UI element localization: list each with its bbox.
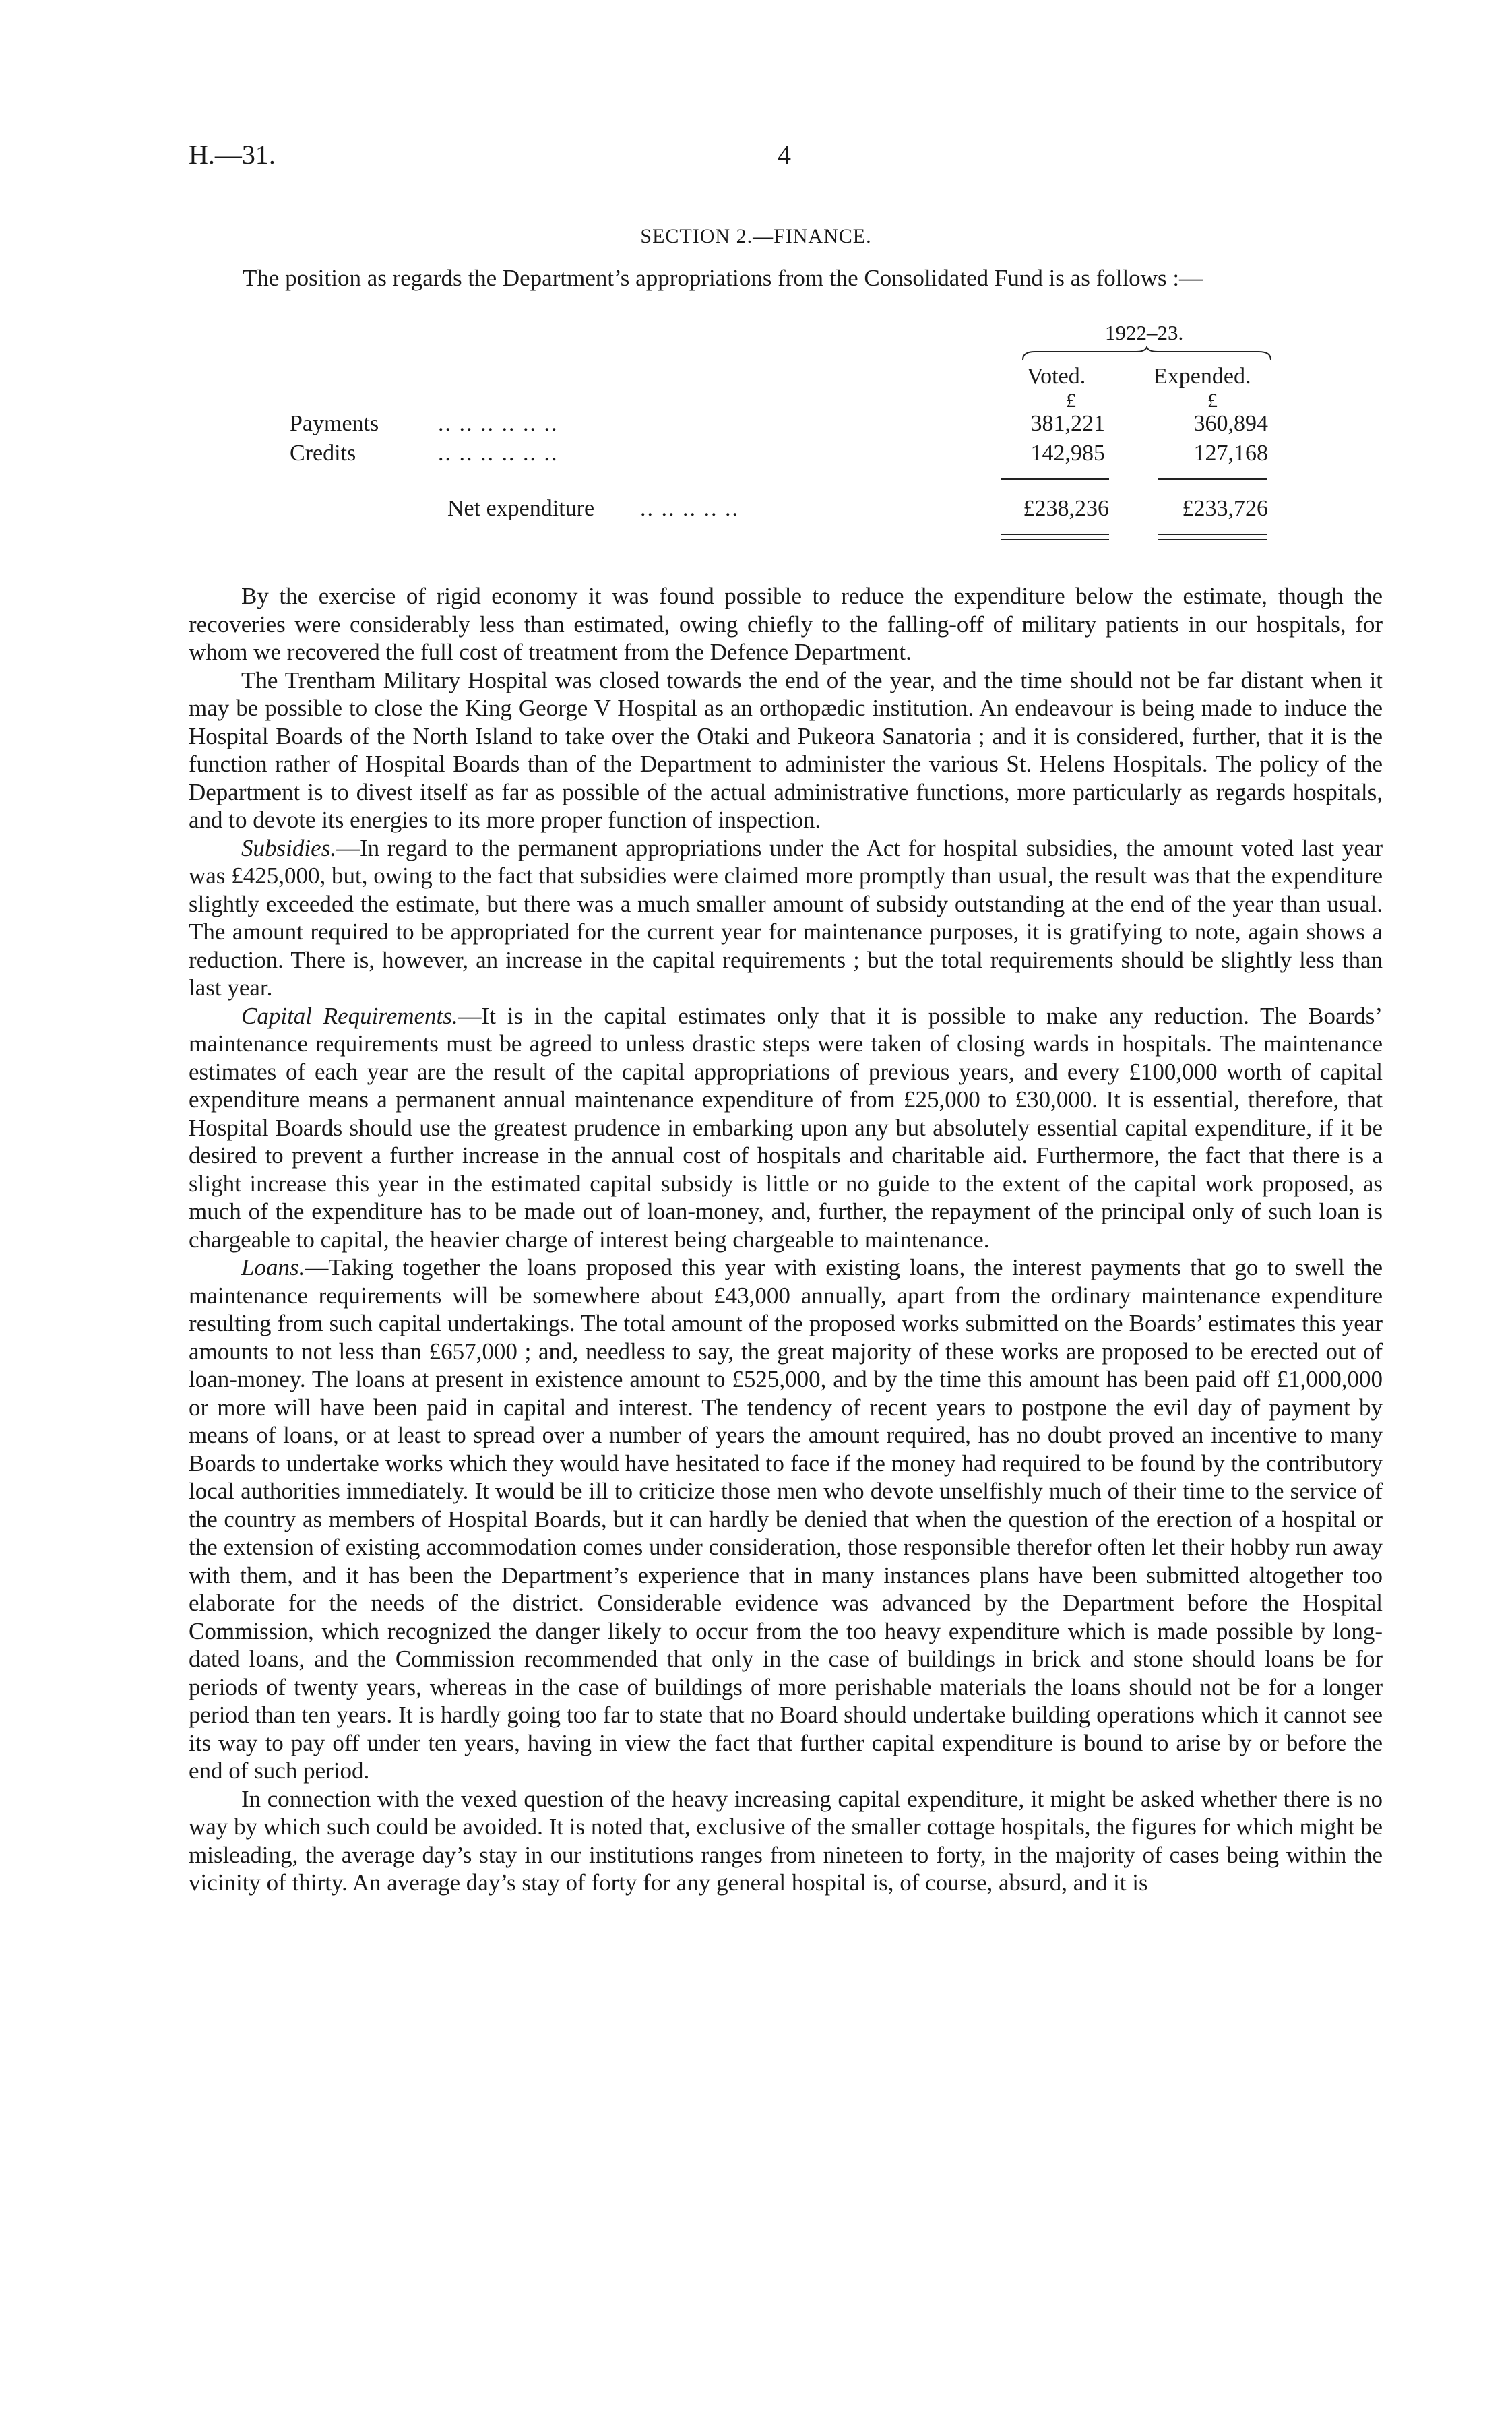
intro-paragraph: The position as regards the Department’s appropriations from the Consolidated Fund is as follows :—: [243, 265, 1203, 291]
column-header-expended: Expended.: [1154, 364, 1251, 389]
paragraph: [189, 1253, 1383, 1785]
total-double-rule: [1158, 534, 1267, 535]
paragraph: [189, 582, 1383, 666]
paragraph-lead-subsidies: Subsidies.: [241, 834, 336, 861]
body-text: [189, 582, 1383, 1897]
credits-expended: 127,168: [1193, 441, 1268, 466]
total-label: Net expenditure: [447, 496, 595, 521]
paragraph: [189, 834, 1383, 1002]
paragraph: [189, 1002, 1383, 1254]
section-heading: SECTION 2.—FINANCE.: [640, 225, 872, 247]
year-heading: 1922–23.: [1105, 321, 1184, 344]
row-leader-dots: .. .. .. .. .. ..: [438, 441, 559, 466]
total-double-rule: [1001, 539, 1109, 540]
credits-voted: 142,985: [1030, 441, 1105, 466]
row-leader-dots: .. .. .. .. .. ..: [438, 411, 559, 436]
total-double-rule: [1158, 539, 1267, 540]
payments-voted: 381,221: [1030, 411, 1105, 436]
paragraph-lead-loans: Loans.: [241, 1254, 305, 1280]
paragraph-text: —It is in the capital estimates only that it is possible to make any reduction. The Boards’ maintenance requirements must be agreed to unless drastic steps were taken of closing wards in hospitals. The maintenance estimates of each year are the result of the capital appropriations of previous years, and every £100,000 worth of capital expenditure means a permanent annual maintenance expenditure of from £25,000 to £30,000. It is essential, therefore, that Hospital Boards should use the greatest prudence in embarking upon any but absolutely essential capital expenditure, if it be desired to prevent a further increase in the annual cost of hospitals and charitable aid. Furthermore, the fact that there is a slight increase this year in the estimated capital subsidy is little or no guide to the extent of the capital work proposed, as much of the expenditure has to be made out of loan-money, and, further, the repayment of the principal only of such loan is chargeable to capital, the heavier charge of interest being chargeable to maintenance.: [189, 1002, 1383, 1253]
total-double-rule: [1001, 534, 1109, 535]
year-brace: [1021, 346, 1272, 361]
currency-expended: £: [1207, 390, 1218, 412]
net-expenditure-voted: £238,236: [1023, 496, 1109, 521]
column-header-voted: Voted.: [1027, 364, 1086, 389]
paragraph-text: By the exercise of rigid economy it was found possible to reduce the expenditure below the estimate, though the recoveries were considerably less than estimated, owing chiefly to the falling-off of military patients in our hospitals, for whom we recovered the full cost of treatment from the Defence Department.: [189, 583, 1383, 665]
paragraph: [189, 1785, 1383, 1897]
currency-voted: £: [1066, 390, 1076, 412]
paragraph-lead-capital-requirements: Capital Requirements.: [241, 1002, 458, 1029]
paragraph: [189, 666, 1383, 834]
payments-expended: 360,894: [1193, 411, 1268, 436]
row-label-credits: Credits: [290, 441, 356, 466]
paragraph-text: In connection with the vexed question of the heavy increasing capital expenditure, it might be asked whether there is no way by which such could be avoided. It is noted that, exclusive of the smaller cottage hospitals, the figures for which might be misleading, the average day’s stay in our institutions ranges from nineteen to forty, in the majority of cases being within the vicinity of thirty. An average day’s stay of forty for any general hospital is, of course, absurd, and it is: [189, 1785, 1383, 1896]
total-leader-dots: .. .. .. .. ..: [640, 496, 739, 521]
finance-table: [0, 0, 1512, 573]
net-expenditure-expended: £233,726: [1182, 496, 1268, 521]
row-label-payments: Payments: [290, 411, 379, 436]
subtotal-rule: [1001, 478, 1109, 480]
paragraph-text: —Taking together the loans proposed this year with existing loans, the interest payments that go to swell the maintenance requirements will be somewhere about £43,000 annually, apart from the ordinary maintenance expenditure resulting from such capital undertakings. The total amount of the proposed works submitted on the Boards’ estimates this year amounts to not less than £657,000 ; and, needless to say, the great majority of these works are proposed to be erected out of loan-money. The loans at present in existence amount to £525,000, and by the time this amount has been paid off £1,000,000 or more will have been paid in capital and interest. The tendency of recent years to postpone the evil day of payment by means of loans, or at least to spread over a number of years the amount required, has no doubt proved an incentive to many Boards to undertake works which they would have hesitated to face if the money had required to be found by the contributory local authorities immediately. It would be ill to criticize those men who devote unselfishly much of their time to the service of the country as members of Hospital Boards, but it can hardly be denied that when the question of the erection of a hospital or the extension of existing accommodation comes under consideration, those responsible therefor often let their hobby run away with them, and it has been the Department’s experience that in many instances plans have been submitted altogether too elaborate for the needs of the district. Considerable evidence was advanced by the Department before the Hospital Commission, which recognized the danger likely to occur from the too heavy expenditure which is made possible by long-dated loans, and the Commission recommended that only in the case of buildings in brick and stone should loans be for periods of twenty years, whereas in the case of buildings of more perishable materials the loans should not be for a longer period than ten years. It is hardly going too far to state that no Board should undertake building operations which it cannot see its way to pay off under ten years, having in view the fact that further capital expenditure is bound to arise by or before the end of such period.: [189, 1254, 1383, 1784]
subtotal-rule: [1158, 478, 1267, 480]
paragraph-text: —In regard to the permanent appropriations under the Act for hospital subsidies, the amount voted last year was £425,000, but, owing to the fact that subsidies were claimed more promptly than usual, the result was that the expenditure slightly exceeded the estimate, but there was a much smaller amount of subsidy outstanding at the end of the year than usual. The amount required to be appropriated for the current year for maintenance purposes, it is gratifying to note, again shows a reduction. There is, however, an increase in the capital requirements ; but the total requirements should be slightly less than last year.: [189, 834, 1383, 1001]
document-reference: H.—31.: [189, 139, 276, 170]
page-number: 4: [778, 139, 791, 170]
paragraph-text: The Trentham Military Hospital was closed towards the end of the year, and the time should not be far distant when it may be possible to close the King George V Hospital as an orthopædic institution. An endeavour is being made to induce the Hospital Boards of the North Island to take over the Otaki and Pukeora Sanatoria ; and it is considered, further, that it is the function rather of Hospital Boards than of the Department to administer the various St. Helens Hospitals. The policy of the Department is to divest itself as far as possible of the actual administrative functions, more particularly as regards hospitals, and to devote its energies to its more proper function of inspection.: [189, 666, 1383, 833]
